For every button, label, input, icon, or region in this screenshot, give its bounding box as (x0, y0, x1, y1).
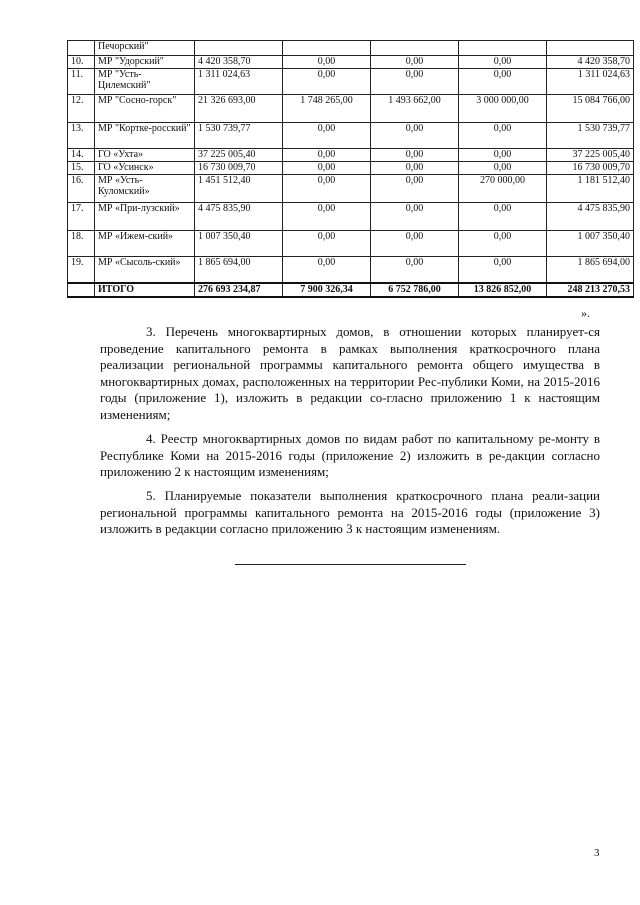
municipality-name-cell: ГО «Усинск» (95, 162, 195, 175)
page-number: 3 (594, 847, 600, 859)
local-funds-cell: 0,00 (459, 69, 547, 95)
federal-funds-cell: 0,00 (283, 257, 371, 283)
total-cost-cell: 4 420 358,70 (195, 56, 283, 69)
budget-table (67, 40, 634, 298)
regional-funds-cell: 1 493 662,00 (371, 95, 459, 123)
municipality-name-cell: МР "Удорский" (95, 56, 195, 69)
total-cost-cell: 1 007 350,40 (195, 231, 283, 257)
table-row (68, 149, 634, 162)
owner-funds-cell: 15 084 766,00 (547, 95, 634, 123)
total-cost-cell: 4 475 835,90 (195, 203, 283, 231)
total-cost-cell: 1 865 694,00 (195, 257, 283, 283)
total-cost-cell: 1 451 512,40 (195, 175, 283, 203)
local-funds-cell: 0,00 (459, 56, 547, 69)
federal-funds-cell: 1 748 265,00 (283, 95, 371, 123)
total-cost-cell: 1 530 739,77 (195, 123, 283, 149)
closing-quote: ». (581, 306, 590, 320)
regional-funds-cell: 0,00 (371, 231, 459, 257)
owner-funds-cell: 4 420 358,70 (547, 56, 634, 69)
separator-line (235, 564, 466, 565)
regional-funds-cell: 6 752 786,00 (371, 283, 459, 297)
owner-funds-cell: 1 007 350,40 (547, 231, 634, 257)
municipality-name-cell: МР «Сысоль-ский» (95, 257, 195, 283)
municipality-name-cell: МР «Ижем-ский» (95, 231, 195, 257)
federal-funds-cell: 0,00 (283, 231, 371, 257)
table-row (68, 162, 634, 175)
table-row (68, 69, 634, 95)
row-number-cell (68, 283, 95, 297)
total-cost-cell: 276 693 234,87 (195, 283, 283, 297)
paragraph-4 (100, 431, 600, 481)
federal-funds-cell: 0,00 (283, 203, 371, 231)
regional-funds-cell: 0,00 (371, 56, 459, 69)
local-funds-cell: 0,00 (459, 123, 547, 149)
owner-funds-cell: 4 475 835,90 (547, 203, 634, 231)
local-funds-cell: 13 826 852,00 (459, 283, 547, 297)
row-number-cell: 17. (68, 203, 95, 231)
municipality-name-cell: Печорский" (95, 41, 195, 56)
federal-funds-cell: 0,00 (283, 149, 371, 162)
row-number-cell: 10. (68, 56, 95, 69)
regional-funds-cell: 0,00 (371, 203, 459, 231)
local-funds-cell (459, 41, 547, 56)
municipality-name-cell: МР "Кортке-росский" (95, 123, 195, 149)
regional-funds-cell (371, 41, 459, 56)
total-cost-cell: 1 311 024,63 (195, 69, 283, 95)
row-number-cell: 18. (68, 231, 95, 257)
owner-funds-cell: 248 213 270,53 (547, 283, 634, 297)
local-funds-cell: 270 000,00 (459, 175, 547, 203)
paragraph-3 (100, 324, 600, 423)
federal-funds-cell (283, 41, 371, 56)
total-cost-cell: 21 326 693,00 (195, 95, 283, 123)
local-funds-cell: 0,00 (459, 231, 547, 257)
regional-funds-cell: 0,00 (371, 257, 459, 283)
local-funds-cell: 0,00 (459, 149, 547, 162)
local-funds-cell: 0,00 (459, 203, 547, 231)
table-row (68, 123, 634, 149)
row-number-cell: 19. (68, 257, 95, 283)
table-row (68, 257, 634, 283)
row-number-cell (68, 41, 95, 56)
table-row (68, 95, 634, 123)
row-number-cell: 16. (68, 175, 95, 203)
regional-funds-cell: 0,00 (371, 69, 459, 95)
table-row (68, 231, 634, 257)
federal-funds-cell: 7 900 326,34 (283, 283, 371, 297)
total-cost-cell: 37 225 005,40 (195, 149, 283, 162)
regional-funds-cell: 0,00 (371, 123, 459, 149)
row-number-cell: 14. (68, 149, 95, 162)
paragraph-5 (100, 488, 600, 538)
regional-funds-cell: 0,00 (371, 162, 459, 175)
owner-funds-cell: 37 225 005,40 (547, 149, 634, 162)
federal-funds-cell: 0,00 (283, 69, 371, 95)
row-number-cell: 13. (68, 123, 95, 149)
local-funds-cell: 3 000 000,00 (459, 95, 547, 123)
regional-funds-cell: 0,00 (371, 175, 459, 203)
federal-funds-cell: 0,00 (283, 56, 371, 69)
paragraph-5-text: 5. Планируемые показатели выполнения краткосрочного плана реали-зации региональной программы капитального ремонта на 2015-2016 годы (приложение 3) изложить в редакции согласно приложению 3 к настоящим изменениям. (100, 488, 600, 536)
owner-funds-cell: 1 530 739,77 (547, 123, 634, 149)
local-funds-cell: 0,00 (459, 162, 547, 175)
municipality-name-cell: МР "Сосно-горск" (95, 95, 195, 123)
owner-funds-cell: 1 181 512,40 (547, 175, 634, 203)
owner-funds-cell: 1 311 024,63 (547, 69, 634, 95)
federal-funds-cell: 0,00 (283, 175, 371, 203)
table-row (68, 41, 634, 56)
total-cost-cell: 16 730 009,70 (195, 162, 283, 175)
federal-funds-cell: 0,00 (283, 162, 371, 175)
total-cost-cell (195, 41, 283, 56)
federal-funds-cell: 0,00 (283, 123, 371, 149)
row-number-cell: 11. (68, 69, 95, 95)
municipality-name-cell: ИТОГО (95, 283, 195, 297)
municipality-name-cell: МР «При-лузский» (95, 203, 195, 231)
owner-funds-cell (547, 41, 634, 56)
owner-funds-cell: 16 730 009,70 (547, 162, 634, 175)
table-row (68, 175, 634, 203)
table-row (68, 56, 634, 69)
paragraph-3-text: 3. Перечень многоквартирных домов, в отношении которых планирует-ся проведение капитального ремонта в рамках выполнения краткосрочного плана реализации региональной программы капитального ремонта общего имущества в многоквартирных домах, расположенных на территории Рес-публики Коми, на 2015-2016 годы (приложение 1), изложить в редакции со-гласно приложению 1 к настоящим изменениям; (100, 324, 600, 422)
municipality-name-cell: МР «Усть-Куломский» (95, 175, 195, 203)
total-row (68, 283, 634, 297)
municipality-name-cell: ГО «Ухта» (95, 149, 195, 162)
owner-funds-cell: 1 865 694,00 (547, 257, 634, 283)
row-number-cell: 12. (68, 95, 95, 123)
paragraph-4-text: 4. Реестр многоквартирных домов по видам работ по капитальному ре-монту в Республике Коми на 2015-2016 годы (приложение 2) изложить в ре-дакции согласно приложению 2 к настоящим изменениям; (100, 431, 600, 479)
regional-funds-cell: 0,00 (371, 149, 459, 162)
table-row (68, 203, 634, 231)
municipality-name-cell: МР "Усть-Цилемский" (95, 69, 195, 95)
local-funds-cell: 0,00 (459, 257, 547, 283)
row-number-cell: 15. (68, 162, 95, 175)
